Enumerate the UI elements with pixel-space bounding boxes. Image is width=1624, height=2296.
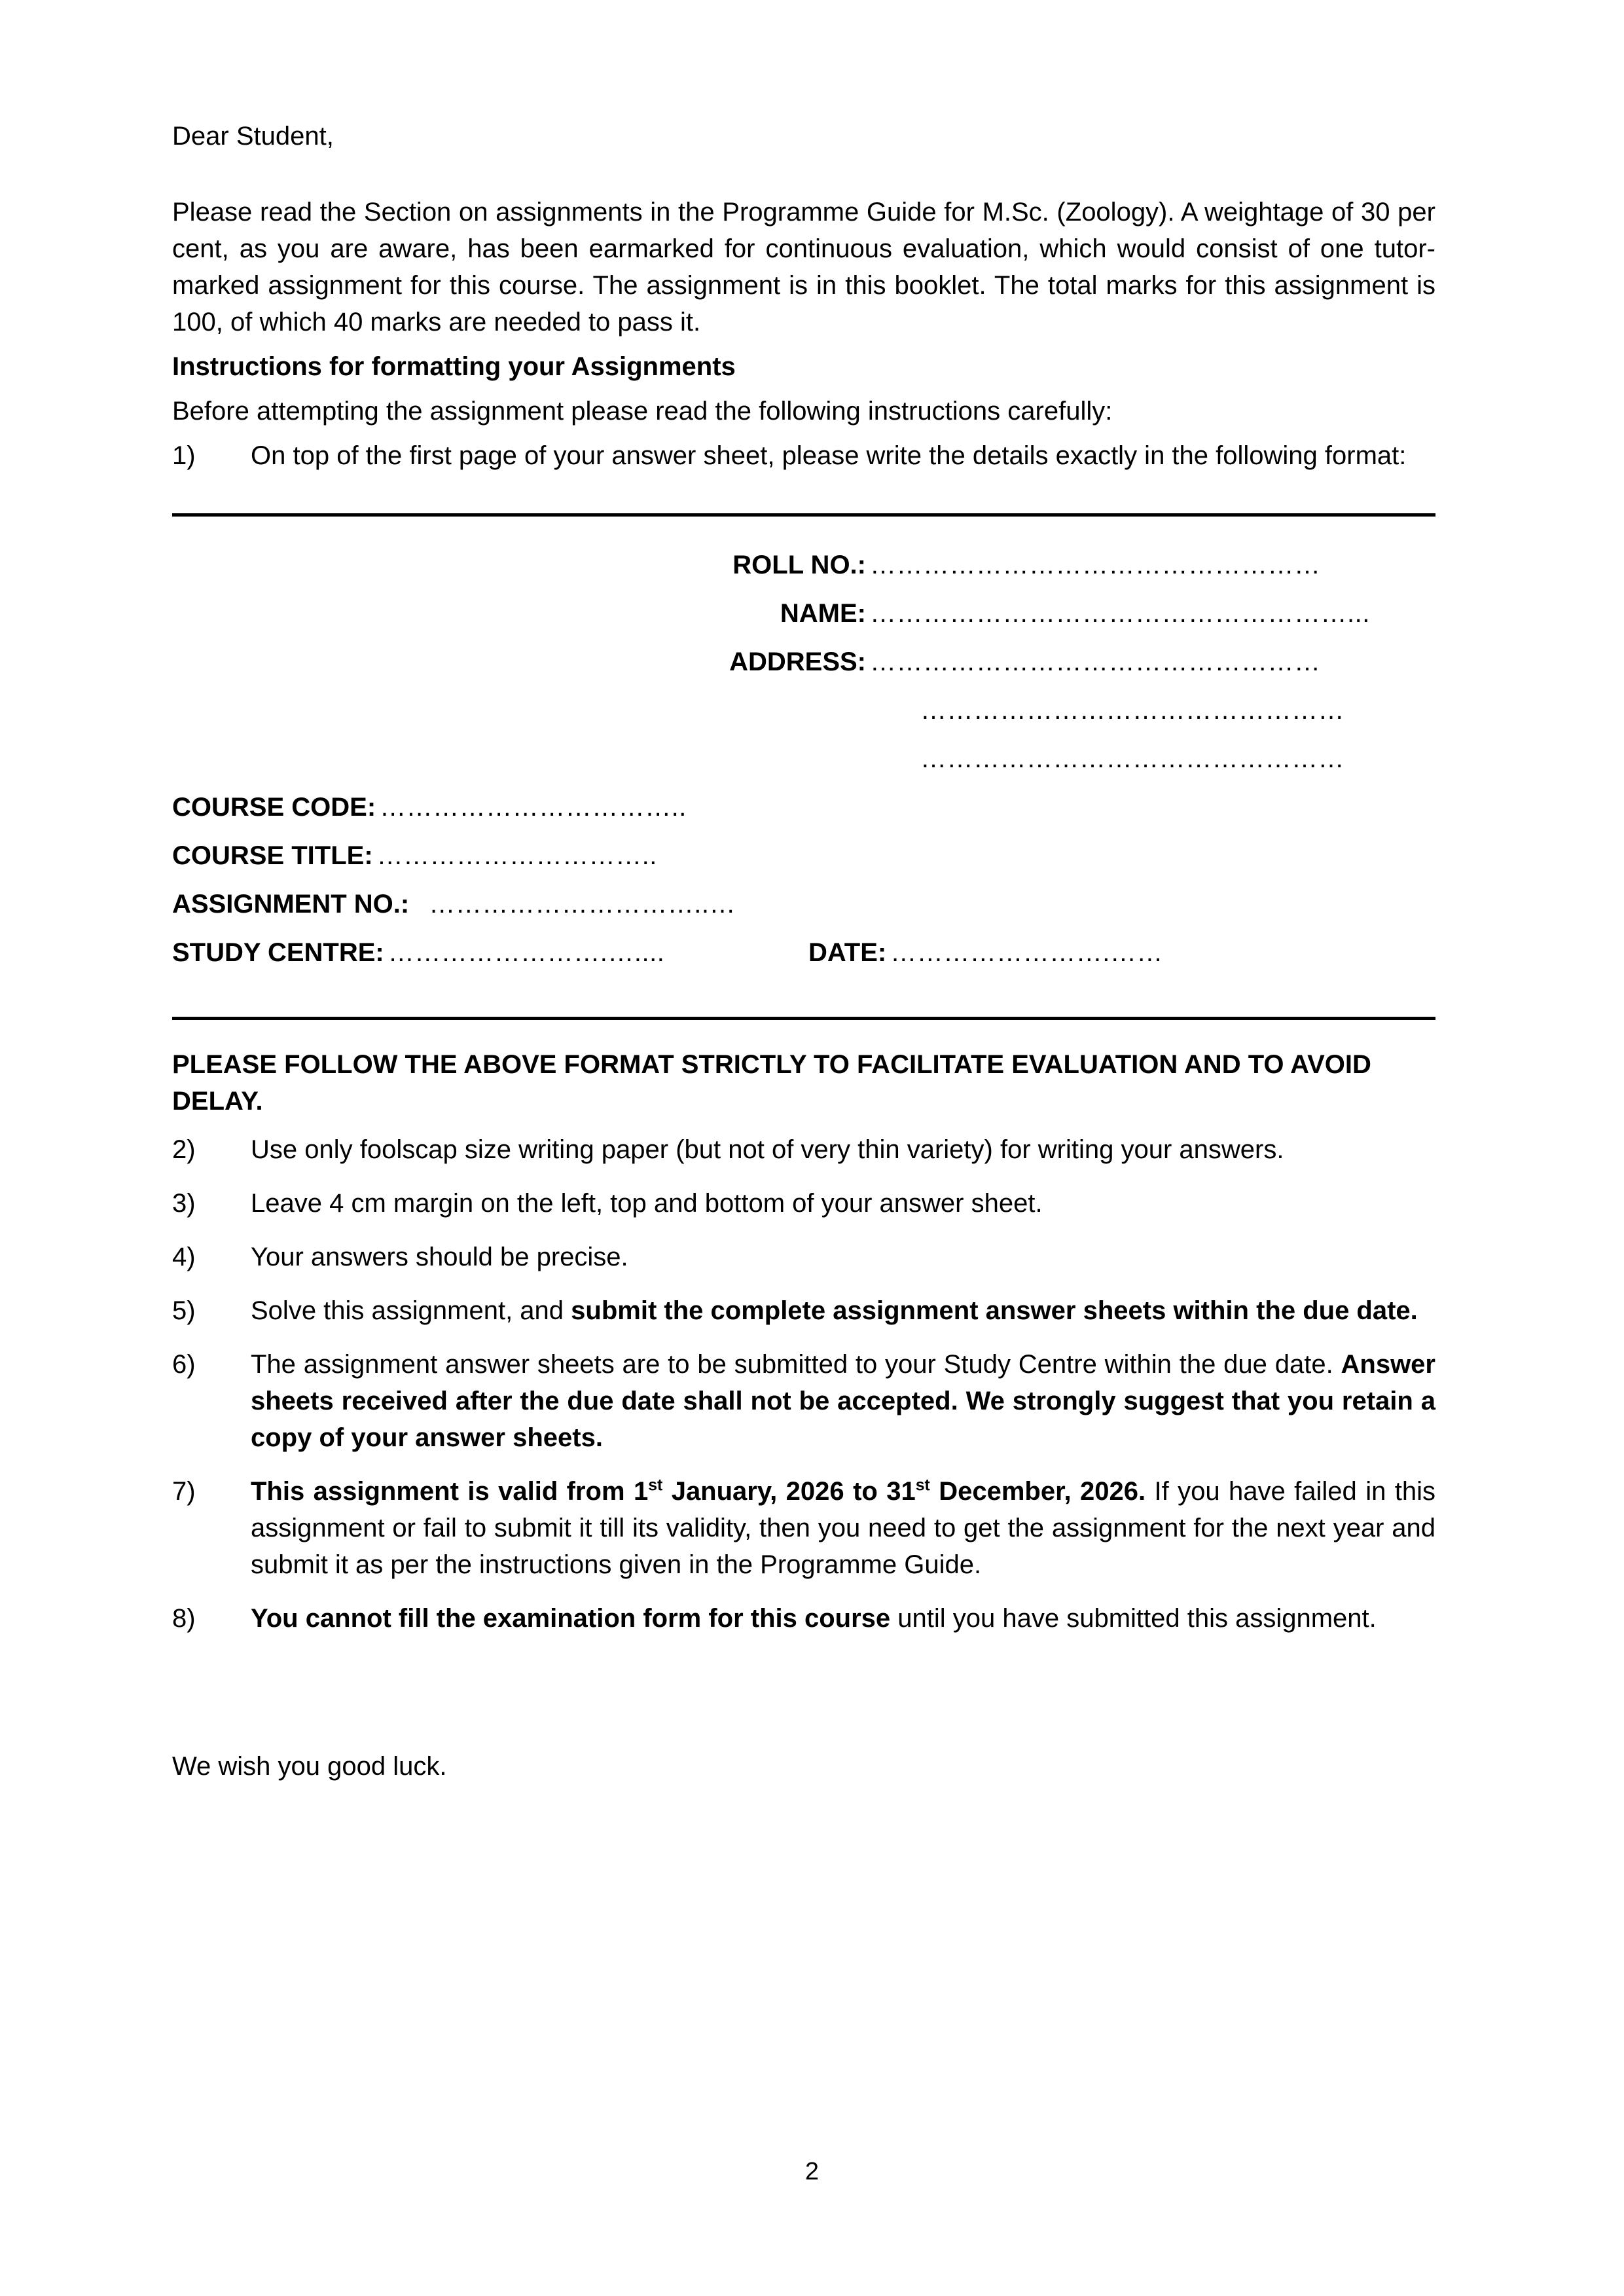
assignment-no-label: ASSIGNMENT NO.:: [172, 890, 410, 919]
list-item-marker: 5): [172, 1296, 196, 1325]
page-content: [172, 118, 1435, 1785]
assignment-no-dots: …………………………..…: [429, 890, 736, 919]
study-centre-dots: …………………….…....: [388, 938, 665, 967]
list-item-4: [172, 1239, 1435, 1275]
list-item-marker: 2): [172, 1135, 196, 1164]
answer-sheet-format-box: [172, 513, 1435, 1020]
address-label: ADDRESS:: [729, 647, 866, 676]
field-row-address-continuation-2: [172, 744, 1435, 793]
course-code-dots: ……………………………..: [380, 793, 687, 822]
list-item-6: [172, 1346, 1435, 1456]
address-continuation-dots-2: …………………………………………: [920, 744, 1344, 773]
list-item-text: Your answers should be precise.: [251, 1243, 628, 1271]
list-item-text: On top of the first page of your answer sheet, please write the details exactly in the following format:: [251, 441, 1407, 470]
field-row-course-title: [172, 841, 1435, 890]
list-item-text-bold: You cannot fill the examination form for this course: [251, 1604, 891, 1633]
date-dots: …………………….……: [890, 938, 1163, 967]
list-item-marker: 3): [172, 1189, 196, 1218]
field-row-name: [172, 599, 1435, 647]
field-row-course-code: [172, 793, 1435, 841]
list-item-3: [172, 1185, 1435, 1222]
salutation: Dear Student,: [172, 122, 334, 151]
list-item-text-bold: submit the complete assignment answer sheets within the due date.: [571, 1296, 1418, 1325]
closing-line: We wish you good luck.: [172, 1752, 447, 1781]
list-item-marker: 6): [172, 1350, 196, 1379]
page-number: 2: [804, 2158, 820, 2185]
name-dots: ………………………………………………...: [870, 599, 1370, 628]
course-title-dots: …………………………..: [376, 841, 657, 870]
study-centre-label: STUDY CENTRE:: [172, 938, 384, 967]
date-group: [808, 938, 1163, 968]
list-item-text-plain: Solve this assignment, and: [251, 1296, 571, 1325]
intro-paragraph: Please read the Section on assignments in the Programme Guide for M.Sc. (Zoology). A weightage of 30 per cent, as you are aware, has been earmarked for continuous evaluation, which would consist of one tutor-marked assignment for this course. The assignment is in this booklet. The total marks for this assignment is 100, of which 40 marks are needed to pass it.: [172, 198, 1435, 337]
roll-no-dots: ……………………………………………: [870, 551, 1321, 579]
format-box-inner: [172, 517, 1435, 1017]
list-item-text-bold: Answer sheets received after the due date shall not be accepted. We strongly suggest that you retain a copy of your answer sheets.: [251, 1350, 1435, 1452]
list-item-marker: 1): [172, 441, 196, 470]
ordinal-suffix-st-first: st: [648, 1476, 663, 1495]
list-item-text-plain: If you have failed in this assignment or fail to submit it till its validity, then you need to get the assignment for the next year and submit it as per the instructions given in the Programme Guide.: [251, 1477, 1435, 1579]
field-row-assignment-no: [172, 890, 1435, 938]
please-follow-notice: PLEASE FOLLOW THE ABOVE FORMAT STRICTLY TO FACILITATE EVALUATION AND TO AVOID DELAY.: [172, 1050, 1371, 1116]
validity-prefix-b: January, 2026 to 31: [662, 1477, 916, 1506]
address-dots: ……………………………………………: [870, 647, 1321, 676]
list-item-5: [172, 1292, 1435, 1329]
list-item-2: [172, 1131, 1435, 1168]
list-item-7: [172, 1473, 1435, 1583]
list-item-text: Leave 4 cm margin on the left, top and bottom of your answer sheet.: [251, 1189, 1043, 1218]
field-row-study-centre-date: [172, 938, 1435, 987]
list-item-8: [172, 1600, 1435, 1637]
list-item-text-plain: The assignment answer sheets are to be submitted to your Study Centre within the due date.: [251, 1350, 1341, 1379]
instructions-lead: Before attempting the assignment please read the following instructions carefully:: [172, 397, 1113, 426]
field-row-address: [172, 647, 1435, 696]
course-title-label: COURSE TITLE:: [172, 841, 373, 870]
study-centre-group: [172, 938, 696, 968]
ordinal-suffix-st-second: st: [915, 1476, 930, 1495]
course-code-label: COURSE CODE:: [172, 793, 376, 822]
field-row-address-continuation-1: [172, 696, 1435, 744]
list-item-marker: 8): [172, 1604, 196, 1633]
list-item-marker: 4): [172, 1243, 196, 1271]
name-label: NAME:: [780, 599, 866, 628]
list-item-marker: 7): [172, 1477, 196, 1506]
date-label: DATE:: [808, 938, 887, 967]
roll-no-label: ROLL NO.:: [732, 551, 866, 579]
format-box-bottom-rule: [172, 1017, 1435, 1020]
address-continuation-dots-1: …………………………………………: [920, 696, 1344, 725]
validity-prefix-a: This assignment is valid from 1: [251, 1477, 649, 1506]
list-item-text-plain: until you have submitted this assignment.: [890, 1604, 1377, 1633]
instructions-list: [172, 1131, 1435, 1637]
field-row-roll-no: [172, 551, 1435, 599]
validity-prefix-c: December, 2026.: [929, 1477, 1146, 1506]
list-item-1: [172, 437, 1435, 474]
instructions-heading: Instructions for formatting your Assignments: [172, 352, 736, 381]
list-item-validity-bold: [251, 1477, 1146, 1506]
list-item-text: Use only foolscap size writing paper (but not of very thin variety) for writing your answers.: [251, 1135, 1284, 1164]
